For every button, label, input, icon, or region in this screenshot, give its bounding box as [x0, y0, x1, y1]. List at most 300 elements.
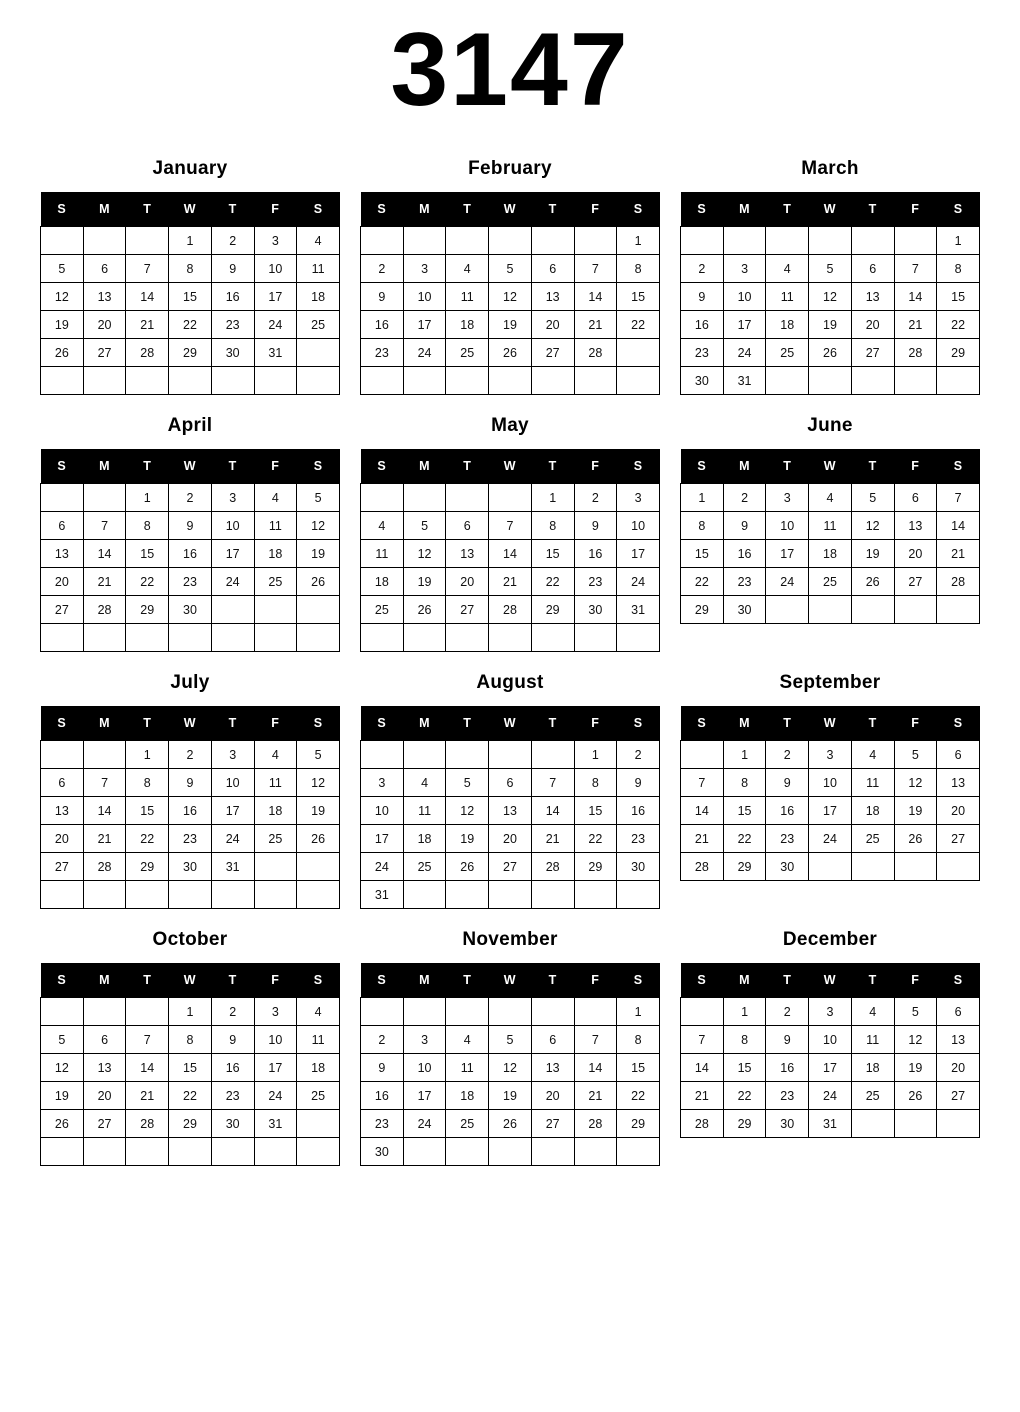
day-cell[interactable]: 25	[254, 568, 297, 596]
day-cell[interactable]: 26	[403, 596, 446, 624]
day-cell[interactable]: 6	[894, 484, 937, 512]
day-cell[interactable]: 3	[211, 484, 254, 512]
day-cell[interactable]: 16	[211, 1054, 254, 1082]
day-cell[interactable]: 27	[41, 596, 84, 624]
day-cell[interactable]: 22	[126, 825, 169, 853]
day-cell[interactable]: 4	[446, 255, 489, 283]
day-cell[interactable]: 31	[254, 339, 297, 367]
day-cell[interactable]: 25	[446, 1110, 489, 1138]
day-cell[interactable]: 7	[489, 512, 532, 540]
day-cell[interactable]: 12	[403, 540, 446, 568]
day-cell[interactable]: 28	[894, 339, 937, 367]
day-cell[interactable]: 20	[489, 825, 532, 853]
day-cell[interactable]: 29	[723, 1110, 766, 1138]
day-cell[interactable]: 23	[766, 825, 809, 853]
day-cell[interactable]: 17	[211, 797, 254, 825]
day-cell[interactable]: 11	[403, 797, 446, 825]
day-cell[interactable]: 23	[361, 339, 404, 367]
day-cell[interactable]: 3	[361, 769, 404, 797]
day-cell[interactable]: 23	[211, 311, 254, 339]
day-cell[interactable]: 23	[617, 825, 660, 853]
day-cell[interactable]: 11	[766, 283, 809, 311]
day-cell[interactable]: 25	[361, 596, 404, 624]
day-cell[interactable]: 22	[126, 568, 169, 596]
day-cell[interactable]: 23	[574, 568, 617, 596]
day-cell[interactable]: 29	[126, 853, 169, 881]
day-cell[interactable]: 23	[723, 568, 766, 596]
day-cell[interactable]: 5	[489, 1026, 532, 1054]
day-cell[interactable]: 25	[851, 825, 894, 853]
day-cell[interactable]: 11	[446, 1054, 489, 1082]
day-cell[interactable]: 12	[41, 1054, 84, 1082]
day-cell[interactable]: 27	[41, 853, 84, 881]
day-cell[interactable]: 22	[723, 1082, 766, 1110]
day-cell[interactable]: 6	[83, 255, 126, 283]
day-cell[interactable]: 18	[297, 283, 340, 311]
day-cell[interactable]: 30	[766, 1110, 809, 1138]
day-cell[interactable]: 19	[894, 1054, 937, 1082]
day-cell[interactable]: 20	[83, 1082, 126, 1110]
day-cell[interactable]: 2	[361, 255, 404, 283]
day-cell[interactable]: 4	[851, 741, 894, 769]
day-cell[interactable]: 29	[531, 596, 574, 624]
day-cell[interactable]: 8	[617, 255, 660, 283]
day-cell[interactable]: 22	[681, 568, 724, 596]
day-cell[interactable]: 5	[894, 741, 937, 769]
day-cell[interactable]: 18	[851, 1054, 894, 1082]
day-cell[interactable]: 27	[83, 339, 126, 367]
day-cell[interactable]: 13	[894, 512, 937, 540]
day-cell[interactable]: 14	[681, 797, 724, 825]
day-cell[interactable]: 5	[297, 741, 340, 769]
day-cell[interactable]: 9	[723, 512, 766, 540]
day-cell[interactable]: 14	[574, 283, 617, 311]
day-cell[interactable]: 28	[681, 1110, 724, 1138]
day-cell[interactable]: 30	[211, 339, 254, 367]
day-cell[interactable]: 22	[617, 1082, 660, 1110]
day-cell[interactable]: 26	[489, 339, 532, 367]
day-cell[interactable]: 23	[681, 339, 724, 367]
day-cell[interactable]: 9	[169, 769, 212, 797]
day-cell[interactable]: 26	[297, 825, 340, 853]
day-cell[interactable]: 3	[809, 741, 852, 769]
day-cell[interactable]: 30	[681, 367, 724, 395]
day-cell[interactable]: 4	[851, 998, 894, 1026]
day-cell[interactable]: 26	[297, 568, 340, 596]
day-cell[interactable]: 23	[211, 1082, 254, 1110]
day-cell[interactable]: 16	[574, 540, 617, 568]
day-cell[interactable]: 19	[489, 311, 532, 339]
day-cell[interactable]: 1	[169, 998, 212, 1026]
day-cell[interactable]: 14	[531, 797, 574, 825]
day-cell[interactable]: 18	[446, 1082, 489, 1110]
day-cell[interactable]: 20	[851, 311, 894, 339]
day-cell[interactable]: 13	[531, 1054, 574, 1082]
day-cell[interactable]: 4	[403, 769, 446, 797]
day-cell[interactable]: 2	[574, 484, 617, 512]
day-cell[interactable]: 11	[446, 283, 489, 311]
day-cell[interactable]: 6	[41, 512, 84, 540]
day-cell[interactable]: 14	[83, 540, 126, 568]
day-cell[interactable]: 20	[531, 311, 574, 339]
day-cell[interactable]: 15	[169, 1054, 212, 1082]
day-cell[interactable]: 15	[574, 797, 617, 825]
day-cell[interactable]: 16	[169, 797, 212, 825]
day-cell[interactable]: 7	[83, 769, 126, 797]
day-cell[interactable]: 2	[211, 227, 254, 255]
day-cell[interactable]: 7	[681, 1026, 724, 1054]
day-cell[interactable]: 19	[489, 1082, 532, 1110]
day-cell[interactable]: 16	[681, 311, 724, 339]
day-cell[interactable]: 18	[254, 797, 297, 825]
day-cell[interactable]: 1	[723, 741, 766, 769]
day-cell[interactable]: 15	[723, 797, 766, 825]
day-cell[interactable]: 16	[617, 797, 660, 825]
day-cell[interactable]: 1	[169, 227, 212, 255]
day-cell[interactable]: 3	[211, 741, 254, 769]
day-cell[interactable]: 25	[851, 1082, 894, 1110]
day-cell[interactable]: 15	[681, 540, 724, 568]
day-cell[interactable]: 1	[531, 484, 574, 512]
day-cell[interactable]: 9	[766, 1026, 809, 1054]
day-cell[interactable]: 11	[297, 255, 340, 283]
day-cell[interactable]: 24	[403, 1110, 446, 1138]
day-cell[interactable]: 6	[446, 512, 489, 540]
day-cell[interactable]: 27	[489, 853, 532, 881]
day-cell[interactable]: 1	[937, 227, 980, 255]
day-cell[interactable]: 21	[937, 540, 980, 568]
day-cell[interactable]: 22	[617, 311, 660, 339]
day-cell[interactable]: 17	[254, 1054, 297, 1082]
day-cell[interactable]: 18	[254, 540, 297, 568]
day-cell[interactable]: 28	[937, 568, 980, 596]
day-cell[interactable]: 18	[446, 311, 489, 339]
day-cell[interactable]: 27	[894, 568, 937, 596]
day-cell[interactable]: 6	[937, 741, 980, 769]
day-cell[interactable]: 24	[254, 1082, 297, 1110]
day-cell[interactable]: 2	[617, 741, 660, 769]
day-cell[interactable]: 10	[254, 1026, 297, 1054]
day-cell[interactable]: 16	[723, 540, 766, 568]
day-cell[interactable]: 17	[723, 311, 766, 339]
day-cell[interactable]: 9	[681, 283, 724, 311]
day-cell[interactable]: 5	[403, 512, 446, 540]
day-cell[interactable]: 21	[574, 311, 617, 339]
day-cell[interactable]: 17	[403, 311, 446, 339]
day-cell[interactable]: 22	[723, 825, 766, 853]
day-cell[interactable]: 2	[766, 741, 809, 769]
day-cell[interactable]: 4	[254, 484, 297, 512]
day-cell[interactable]: 9	[617, 769, 660, 797]
day-cell[interactable]: 27	[937, 825, 980, 853]
day-cell[interactable]: 4	[766, 255, 809, 283]
day-cell[interactable]: 10	[254, 255, 297, 283]
day-cell[interactable]: 22	[937, 311, 980, 339]
day-cell[interactable]: 21	[83, 568, 126, 596]
day-cell[interactable]: 29	[681, 596, 724, 624]
day-cell[interactable]: 5	[41, 255, 84, 283]
day-cell[interactable]: 1	[681, 484, 724, 512]
day-cell[interactable]: 12	[851, 512, 894, 540]
day-cell[interactable]: 13	[531, 283, 574, 311]
day-cell[interactable]: 10	[809, 769, 852, 797]
day-cell[interactable]: 21	[681, 825, 724, 853]
day-cell[interactable]: 9	[211, 1026, 254, 1054]
day-cell[interactable]: 15	[126, 540, 169, 568]
day-cell[interactable]: 19	[297, 540, 340, 568]
day-cell[interactable]: 6	[851, 255, 894, 283]
day-cell[interactable]: 30	[766, 853, 809, 881]
day-cell[interactable]: 20	[937, 1054, 980, 1082]
day-cell[interactable]: 5	[446, 769, 489, 797]
day-cell[interactable]: 17	[809, 797, 852, 825]
day-cell[interactable]: 24	[723, 339, 766, 367]
day-cell[interactable]: 24	[809, 825, 852, 853]
day-cell[interactable]: 31	[211, 853, 254, 881]
day-cell[interactable]: 24	[617, 568, 660, 596]
day-cell[interactable]: 13	[83, 283, 126, 311]
day-cell[interactable]: 9	[169, 512, 212, 540]
day-cell[interactable]: 23	[169, 568, 212, 596]
day-cell[interactable]: 13	[446, 540, 489, 568]
day-cell[interactable]: 8	[169, 255, 212, 283]
day-cell[interactable]: 10	[403, 1054, 446, 1082]
day-cell[interactable]: 29	[723, 853, 766, 881]
day-cell[interactable]: 7	[126, 255, 169, 283]
day-cell[interactable]: 25	[403, 853, 446, 881]
day-cell[interactable]: 27	[937, 1082, 980, 1110]
day-cell[interactable]: 9	[361, 1054, 404, 1082]
day-cell[interactable]: 20	[41, 568, 84, 596]
day-cell[interactable]: 5	[851, 484, 894, 512]
day-cell[interactable]: 21	[126, 311, 169, 339]
day-cell[interactable]: 8	[531, 512, 574, 540]
day-cell[interactable]: 27	[531, 1110, 574, 1138]
day-cell[interactable]: 29	[617, 1110, 660, 1138]
day-cell[interactable]: 30	[169, 596, 212, 624]
day-cell[interactable]: 2	[169, 484, 212, 512]
day-cell[interactable]: 12	[894, 769, 937, 797]
day-cell[interactable]: 3	[254, 998, 297, 1026]
day-cell[interactable]: 28	[681, 853, 724, 881]
day-cell[interactable]: 26	[446, 853, 489, 881]
day-cell[interactable]: 7	[126, 1026, 169, 1054]
day-cell[interactable]: 22	[574, 825, 617, 853]
day-cell[interactable]: 7	[531, 769, 574, 797]
day-cell[interactable]: 2	[723, 484, 766, 512]
day-cell[interactable]: 5	[489, 255, 532, 283]
day-cell[interactable]: 2	[169, 741, 212, 769]
day-cell[interactable]: 19	[894, 797, 937, 825]
day-cell[interactable]: 25	[297, 1082, 340, 1110]
day-cell[interactable]: 13	[851, 283, 894, 311]
day-cell[interactable]: 10	[211, 769, 254, 797]
day-cell[interactable]: 20	[937, 797, 980, 825]
day-cell[interactable]: 14	[126, 283, 169, 311]
day-cell[interactable]: 2	[361, 1026, 404, 1054]
day-cell[interactable]: 4	[809, 484, 852, 512]
day-cell[interactable]: 16	[766, 797, 809, 825]
day-cell[interactable]: 12	[489, 1054, 532, 1082]
day-cell[interactable]: 22	[531, 568, 574, 596]
day-cell[interactable]: 6	[83, 1026, 126, 1054]
day-cell[interactable]: 15	[617, 1054, 660, 1082]
day-cell[interactable]: 1	[617, 998, 660, 1026]
day-cell[interactable]: 14	[681, 1054, 724, 1082]
day-cell[interactable]: 24	[361, 853, 404, 881]
day-cell[interactable]: 18	[361, 568, 404, 596]
day-cell[interactable]: 24	[211, 568, 254, 596]
day-cell[interactable]: 13	[41, 797, 84, 825]
day-cell[interactable]: 11	[254, 769, 297, 797]
day-cell[interactable]: 27	[446, 596, 489, 624]
day-cell[interactable]: 8	[574, 769, 617, 797]
day-cell[interactable]: 27	[83, 1110, 126, 1138]
day-cell[interactable]: 26	[41, 339, 84, 367]
day-cell[interactable]: 22	[169, 311, 212, 339]
day-cell[interactable]: 3	[403, 255, 446, 283]
day-cell[interactable]: 17	[403, 1082, 446, 1110]
day-cell[interactable]: 20	[41, 825, 84, 853]
day-cell[interactable]: 19	[446, 825, 489, 853]
day-cell[interactable]: 21	[894, 311, 937, 339]
day-cell[interactable]: 26	[489, 1110, 532, 1138]
day-cell[interactable]: 26	[809, 339, 852, 367]
day-cell[interactable]: 23	[766, 1082, 809, 1110]
day-cell[interactable]: 2	[766, 998, 809, 1026]
day-cell[interactable]: 20	[894, 540, 937, 568]
day-cell[interactable]: 24	[809, 1082, 852, 1110]
day-cell[interactable]: 4	[254, 741, 297, 769]
day-cell[interactable]: 15	[617, 283, 660, 311]
day-cell[interactable]: 12	[894, 1026, 937, 1054]
day-cell[interactable]: 28	[574, 1110, 617, 1138]
day-cell[interactable]: 12	[297, 769, 340, 797]
day-cell[interactable]: 21	[681, 1082, 724, 1110]
day-cell[interactable]: 8	[681, 512, 724, 540]
day-cell[interactable]: 5	[41, 1026, 84, 1054]
day-cell[interactable]: 14	[126, 1054, 169, 1082]
day-cell[interactable]: 18	[766, 311, 809, 339]
day-cell[interactable]: 4	[361, 512, 404, 540]
day-cell[interactable]: 18	[851, 797, 894, 825]
day-cell[interactable]: 19	[41, 1082, 84, 1110]
day-cell[interactable]: 25	[809, 568, 852, 596]
day-cell[interactable]: 31	[809, 1110, 852, 1138]
day-cell[interactable]: 22	[169, 1082, 212, 1110]
day-cell[interactable]: 29	[937, 339, 980, 367]
day-cell[interactable]: 1	[126, 484, 169, 512]
day-cell[interactable]: 6	[489, 769, 532, 797]
day-cell[interactable]: 8	[169, 1026, 212, 1054]
day-cell[interactable]: 30	[617, 853, 660, 881]
day-cell[interactable]: 5	[297, 484, 340, 512]
day-cell[interactable]: 15	[937, 283, 980, 311]
day-cell[interactable]: 5	[894, 998, 937, 1026]
day-cell[interactable]: 27	[531, 339, 574, 367]
day-cell[interactable]: 11	[851, 1026, 894, 1054]
day-cell[interactable]: 15	[723, 1054, 766, 1082]
day-cell[interactable]: 17	[809, 1054, 852, 1082]
day-cell[interactable]: 14	[937, 512, 980, 540]
day-cell[interactable]: 10	[361, 797, 404, 825]
day-cell[interactable]: 16	[169, 540, 212, 568]
day-cell[interactable]: 31	[254, 1110, 297, 1138]
day-cell[interactable]: 1	[617, 227, 660, 255]
day-cell[interactable]: 3	[403, 1026, 446, 1054]
day-cell[interactable]: 21	[126, 1082, 169, 1110]
day-cell[interactable]: 21	[531, 825, 574, 853]
day-cell[interactable]: 12	[41, 283, 84, 311]
day-cell[interactable]: 3	[617, 484, 660, 512]
day-cell[interactable]: 1	[126, 741, 169, 769]
day-cell[interactable]: 16	[766, 1054, 809, 1082]
day-cell[interactable]: 13	[937, 769, 980, 797]
day-cell[interactable]: 31	[723, 367, 766, 395]
day-cell[interactable]: 4	[297, 998, 340, 1026]
day-cell[interactable]: 8	[617, 1026, 660, 1054]
day-cell[interactable]: 24	[254, 311, 297, 339]
day-cell[interactable]: 3	[809, 998, 852, 1026]
day-cell[interactable]: 6	[531, 1026, 574, 1054]
day-cell[interactable]: 13	[489, 797, 532, 825]
day-cell[interactable]: 11	[851, 769, 894, 797]
day-cell[interactable]: 10	[211, 512, 254, 540]
day-cell[interactable]: 30	[723, 596, 766, 624]
day-cell[interactable]: 29	[574, 853, 617, 881]
day-cell[interactable]: 2	[211, 998, 254, 1026]
day-cell[interactable]: 1	[723, 998, 766, 1026]
day-cell[interactable]: 21	[489, 568, 532, 596]
day-cell[interactable]: 17	[211, 540, 254, 568]
day-cell[interactable]: 15	[126, 797, 169, 825]
day-cell[interactable]: 11	[361, 540, 404, 568]
day-cell[interactable]: 11	[297, 1026, 340, 1054]
day-cell[interactable]: 13	[41, 540, 84, 568]
day-cell[interactable]: 14	[574, 1054, 617, 1082]
day-cell[interactable]: 24	[403, 339, 446, 367]
day-cell[interactable]: 20	[83, 311, 126, 339]
day-cell[interactable]: 17	[361, 825, 404, 853]
day-cell[interactable]: 6	[531, 255, 574, 283]
day-cell[interactable]: 25	[446, 339, 489, 367]
day-cell[interactable]: 3	[766, 484, 809, 512]
day-cell[interactable]: 17	[254, 283, 297, 311]
day-cell[interactable]: 29	[126, 596, 169, 624]
day-cell[interactable]: 28	[126, 339, 169, 367]
day-cell[interactable]: 12	[297, 512, 340, 540]
day-cell[interactable]: 7	[83, 512, 126, 540]
day-cell[interactable]: 12	[489, 283, 532, 311]
day-cell[interactable]: 18	[297, 1054, 340, 1082]
day-cell[interactable]: 17	[617, 540, 660, 568]
day-cell[interactable]: 13	[83, 1054, 126, 1082]
day-cell[interactable]: 30	[574, 596, 617, 624]
day-cell[interactable]: 17	[766, 540, 809, 568]
day-cell[interactable]: 10	[766, 512, 809, 540]
day-cell[interactable]: 21	[83, 825, 126, 853]
day-cell[interactable]: 19	[41, 311, 84, 339]
day-cell[interactable]: 18	[403, 825, 446, 853]
day-cell[interactable]: 28	[83, 853, 126, 881]
day-cell[interactable]: 9	[361, 283, 404, 311]
day-cell[interactable]: 9	[574, 512, 617, 540]
day-cell[interactable]: 24	[766, 568, 809, 596]
day-cell[interactable]: 26	[41, 1110, 84, 1138]
day-cell[interactable]: 10	[723, 283, 766, 311]
day-cell[interactable]: 28	[126, 1110, 169, 1138]
day-cell[interactable]: 16	[361, 1082, 404, 1110]
